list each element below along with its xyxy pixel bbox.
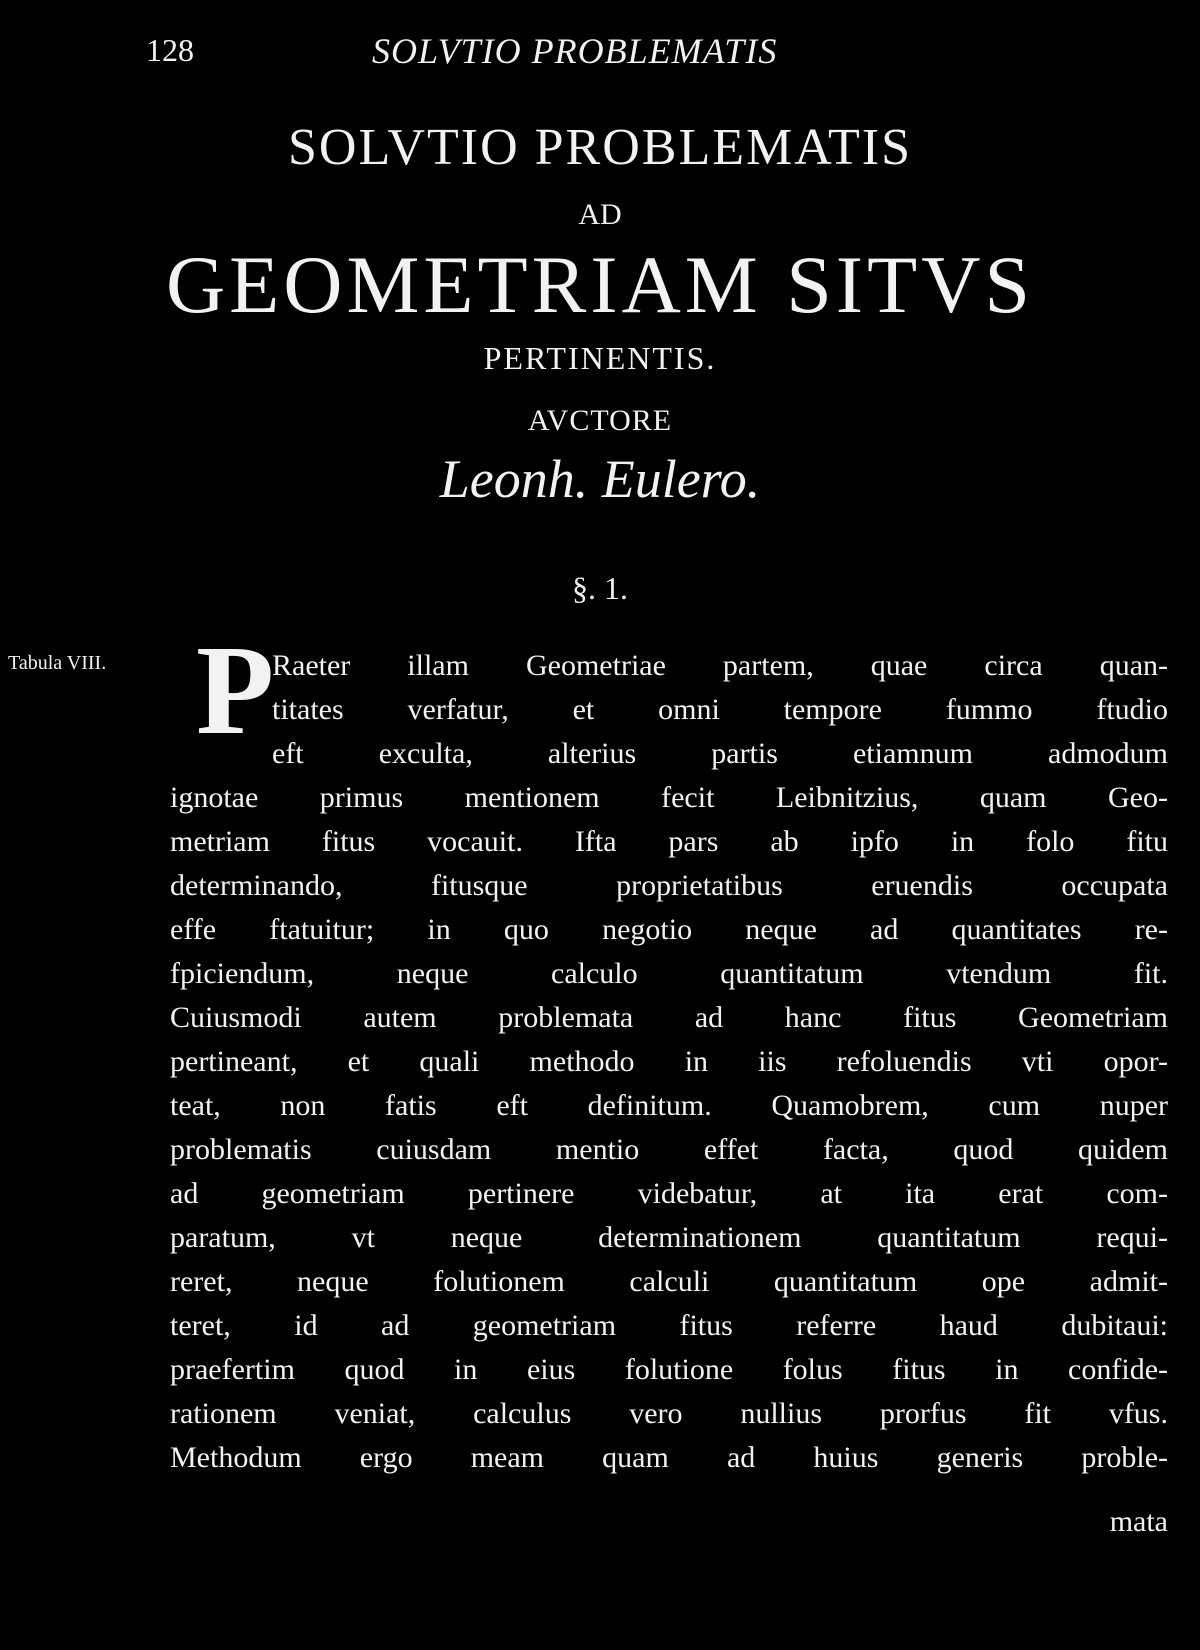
body-line-17: praefertim quod in eius folutione folus fitus in confide- xyxy=(170,1353,1168,1386)
title-line-4: PERTINENTIS. xyxy=(483,340,717,376)
body-line-6: determinando, fitusque proprietatibus eruendis occupata xyxy=(170,869,1168,902)
section-mark: §. 1. xyxy=(572,570,628,606)
catchword: mata xyxy=(1109,1505,1168,1538)
page-number: 128 xyxy=(146,32,194,68)
body-line-1: Raeter illam Geometriae partem, quae circa quan- xyxy=(272,649,1168,682)
running-head: SOLVTIO PROBLEMATIS xyxy=(372,31,778,71)
body-line-15: reret, neque folutionem calculi quantitatum ope admit- xyxy=(170,1265,1168,1298)
body-line-18: rationem veniat, calculus vero nullius prorfus fit vfus. xyxy=(170,1397,1168,1430)
body-line-19: Methodum ergo meam quam ad huius generis proble- xyxy=(170,1441,1168,1474)
drop-cap: P xyxy=(196,619,275,761)
margin-note: Tabula VIII. xyxy=(8,652,107,674)
body-line-14: paratum, vt neque determinationem quantitatum requi- xyxy=(170,1221,1168,1254)
body-line-13: ad geometriam pertinere videbatur, at ita erat com- xyxy=(170,1177,1168,1210)
body-line-9: Cuiusmodi autem problemata ad hanc fitus Geometriam xyxy=(170,1001,1168,1034)
author-name: Leonh. Eulero. xyxy=(439,449,761,509)
body-line-7: effe ftatuitur; in quo negotio neque ad quantitates re- xyxy=(170,913,1168,946)
title-line-2: AD xyxy=(578,198,622,231)
body-line-12: problematis cuiusdam mentio effet facta, quod quidem xyxy=(170,1133,1168,1166)
body-line-11: teat, non fatis eft definitum. Quamobrem, cum nuper xyxy=(170,1089,1168,1122)
title-line-1: SOLVTIO PROBLEMATIS xyxy=(287,119,913,176)
body-line-4: ignotae primus mentionem fecit Leibnitzius, quam Geo- xyxy=(170,781,1168,814)
body-line-2: titates verfatur, et omni tempore fummo ftudio xyxy=(272,693,1168,726)
title-line-3: GEOMETRIAM SITVS xyxy=(165,239,1035,330)
author-label: AVCTORE xyxy=(527,404,673,437)
body-line-3: eft exculta, alterius partis etiamnum admodum xyxy=(272,737,1168,770)
body-line-5: metriam fitus vocauit. Ifta pars ab ipfo in folo fitu xyxy=(170,825,1168,858)
body-line-8: fpiciendum, neque calculo quantitatum vtendum fit. xyxy=(170,957,1168,990)
body-line-16: teret, id ad geometriam fitus referre haud dubitaui: xyxy=(170,1309,1168,1342)
body-line-10: pertineant, et quali methodo in iis refoluendis vti opor- xyxy=(170,1045,1168,1078)
